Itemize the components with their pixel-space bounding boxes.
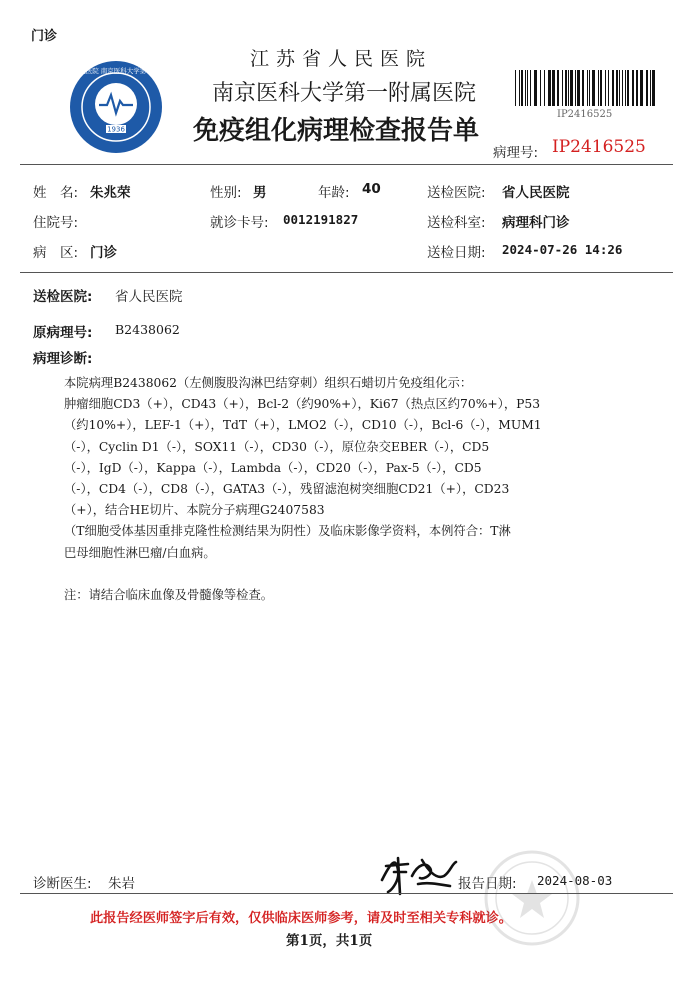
barcode-bar [548, 70, 551, 106]
barcode-bar [612, 70, 614, 106]
send-date-label: 送检日期: [427, 245, 486, 261]
send-dept-label: 送检科室: [427, 215, 486, 231]
province-hospital-title: 江苏省人民医院 [250, 48, 433, 70]
diagnosis-label: 病理诊断: [33, 351, 93, 367]
ward-value: 门诊 [90, 245, 117, 261]
barcode-bar [600, 70, 602, 106]
orig-pathology-no-value: B2438062 [115, 322, 180, 337]
barcode-bar [570, 70, 573, 106]
diagnosis-line-1: 本院病理B2438062（左侧腹股沟淋巴结穿刺）组织石蜡切片免疫组化示： [64, 376, 473, 390]
diagnosis-line-8: （T细胞受体基因重排克隆性检测结果为阴性）及临床影像学资料，本例符合：T淋 [64, 524, 511, 538]
age-label: 年龄: [318, 185, 350, 201]
barcode-bar [605, 70, 606, 106]
visit-type: 门诊 [31, 29, 58, 44]
disclaimer-text: 此报告经医师签字后有效，仅供临床医师参考，请及时至相关专科就诊。 [90, 911, 512, 926]
orig-pathology-no-label: 原病理号: [33, 325, 93, 341]
send-date-value: 2024-07-26 14:26 [502, 242, 623, 257]
diagnosis-line-6: （-），CD4（-），CD8（-），GATA3（-），残留滤泡树突细胞CD21（+），CD23 [64, 482, 510, 496]
barcode-bar [650, 70, 651, 106]
hospital-seal-logo [53, 59, 179, 155]
barcode-bar [565, 70, 567, 106]
barcode-bar [625, 70, 626, 106]
doctor-value: 朱岩 [108, 876, 135, 892]
sex-value: 男 [253, 185, 267, 201]
barcode-bar [582, 70, 584, 106]
barcode-bar [540, 70, 541, 106]
barcode-text: IP2416525 [557, 109, 613, 120]
barcode-bar [646, 70, 648, 106]
pathology-no-label: 病理号: [493, 145, 539, 161]
send-hospital-value: 省人民医院 [502, 185, 570, 201]
barcode-bar [627, 70, 629, 106]
doctor-label: 诊断医生: [33, 876, 92, 892]
barcode-bar [577, 70, 580, 106]
header-divider [20, 164, 673, 165]
barcode-bar [608, 70, 609, 106]
inpatient-label: 住院号: [33, 215, 79, 231]
barcode-bar [652, 70, 655, 106]
age-value: 40 [362, 181, 381, 197]
send-dept-value: 病理科门诊 [502, 215, 570, 231]
diagnosis-line-3: （约10%+），LEF-1（+），TdT（+），LMO2（-），CD10（-），Bcl-6（-），MUM1 [64, 418, 542, 432]
barcode-bar [530, 70, 531, 106]
page-number: 第1页，共1页 [286, 933, 373, 949]
barcode-bar [521, 70, 523, 106]
barcode-bar [636, 70, 638, 106]
barcode-bar [622, 70, 623, 106]
diagnosis-line-2: 肿瘤细胞CD3（+），CD43（+），Bcl-2（约90%+），Ki67（热点区约70%+），P53 [64, 397, 541, 411]
report-date-label: 报告日期: [458, 876, 517, 892]
barcode [515, 70, 655, 106]
seal-ring-text: 江苏省人民医院 南京医科大学第一附属医院 [53, 67, 179, 75]
barcode-bar [589, 70, 590, 106]
barcode-bar [592, 70, 595, 106]
barcode-bar [519, 70, 520, 106]
send-hospital-label: 送检医院: [427, 185, 486, 201]
barcode-bar [575, 70, 576, 106]
barcode-bar [557, 70, 559, 106]
card-label: 就诊卡号: [210, 215, 269, 231]
name-label: 姓 名: [33, 185, 79, 201]
sex-label: 性别: [210, 185, 242, 201]
barcode-bar [587, 70, 588, 106]
barcode-bar [525, 70, 526, 106]
report-date-value: 2024-08-03 [537, 873, 613, 888]
hospital-stamp-watermark [482, 848, 582, 948]
barcode-bar [619, 70, 620, 106]
barcode-bar [598, 70, 599, 106]
report-send-hospital-label: 送检医院: [33, 289, 93, 305]
diagnosis-line-5: （-），IgD（-），Kappa（-），Lambda（-），CD20（-），Pax-5（-），CD5 [64, 461, 482, 475]
report-title: 免疫组化病理检查报告单 [193, 116, 480, 146]
name-value: 朱兆荣 [90, 185, 131, 201]
patient-divider [20, 272, 673, 273]
diagnosis-line-7: （+），结合HE切片、本院分子病理G2407583 [64, 503, 325, 517]
report-send-hospital-value: 省人民医院 [115, 289, 183, 305]
barcode-bar [515, 70, 516, 106]
barcode-bar [616, 70, 618, 106]
pathology-no-value: IP2416525 [552, 137, 646, 157]
doctor-signature [378, 850, 458, 896]
note-text: 注：请结合临床血像及骨髓像等检查。 [64, 588, 274, 602]
barcode-bar [534, 70, 537, 106]
barcode-bar [568, 70, 569, 106]
diagnosis-line-4: （-），Cyclin D1（-），SOX11（-），CD30（-），原位杂交EBER（-），CD5 [64, 440, 490, 454]
seal-year-text: 1936 [107, 125, 125, 134]
barcode-bar [544, 70, 545, 106]
barcode-bar [640, 70, 643, 106]
card-value: 0012191827 [283, 212, 359, 227]
barcode-bar [552, 70, 555, 106]
barcode-bar [632, 70, 634, 106]
barcode-bar [562, 70, 563, 106]
hospital-name: 南京医科大学第一附属医院 [212, 81, 477, 106]
ward-label: 病 区: [33, 245, 79, 261]
barcode-bar [527, 70, 528, 106]
diagnosis-line-9: 巴母细胞性淋巴瘤/白血病。 [64, 546, 216, 560]
